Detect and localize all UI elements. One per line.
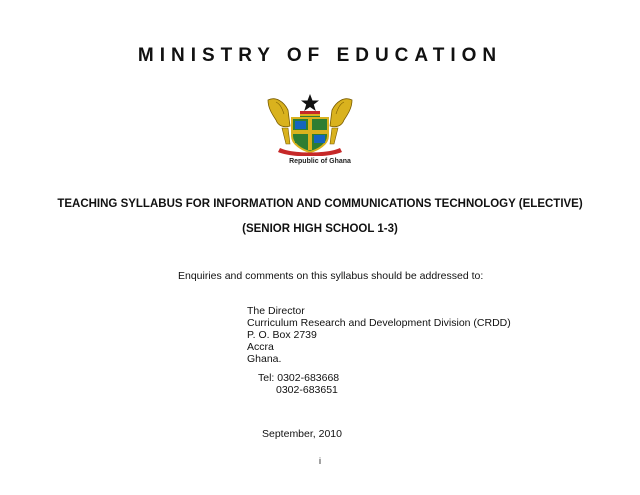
crest-caption: Republic of Ghana: [289, 158, 351, 165]
address-line: Curriculum Research and Development Division (CRDD): [247, 317, 511, 329]
address-line: P. O. Box 2739: [247, 329, 317, 341]
syllabus-level: (SENIOR HIGH SCHOOL 1-3): [242, 223, 398, 235]
telephone-line: 0302-683651: [276, 384, 338, 396]
address-line: The Director: [247, 305, 305, 317]
ghana-coat-of-arms-icon: [262, 92, 358, 156]
syllabus-title: TEACHING SYLLABUS FOR INFORMATION AND COMMUNICATIONS TECHNOLOGY (ELECTIVE): [57, 198, 583, 210]
address-block: [247, 305, 511, 365]
page-number: i: [319, 456, 321, 466]
enquiries-note: Enquiries and comments on this syllabus should be addressed to:: [178, 270, 484, 282]
ministry-heading: MINISTRY OF EDUCATION: [137, 45, 503, 66]
publication-date: September, 2010: [262, 428, 342, 440]
telephone-line: Tel: 0302-683668: [258, 372, 340, 384]
telephone-block: [258, 372, 339, 396]
address-line: Accra: [247, 341, 274, 353]
address-line: Ghana.: [247, 353, 282, 365]
